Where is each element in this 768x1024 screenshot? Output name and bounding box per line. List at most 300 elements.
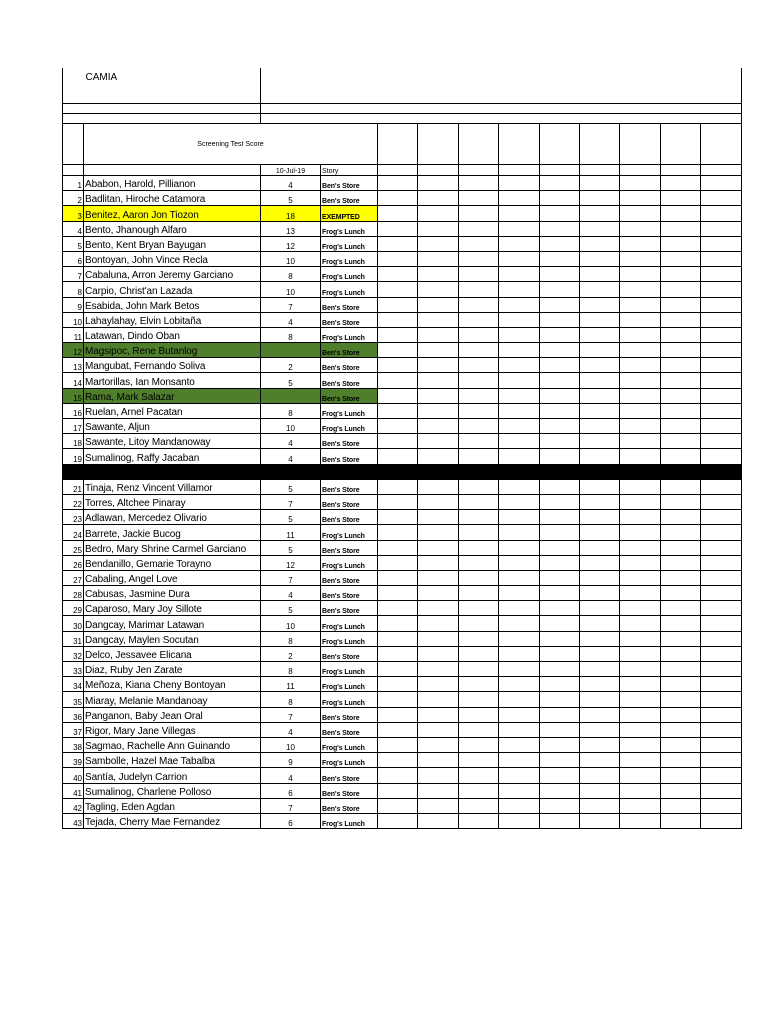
empty-cell xyxy=(620,373,660,388)
empty-cell xyxy=(660,813,700,828)
empty-cell xyxy=(499,282,539,297)
empty-cell xyxy=(579,297,619,312)
empty-cell xyxy=(620,191,660,206)
separator-bar xyxy=(63,464,742,479)
student-row xyxy=(63,692,742,707)
empty-cell xyxy=(620,282,660,297)
student-row xyxy=(63,373,742,388)
empty-cell xyxy=(418,525,458,540)
student-name: Cabaluna, Arron Jeremy Garciano xyxy=(84,267,261,282)
student-row xyxy=(63,722,742,737)
student-row xyxy=(63,358,742,373)
empty-cell xyxy=(579,434,619,449)
empty-cell xyxy=(701,343,742,358)
row-number: 11 xyxy=(63,327,84,342)
date-header: 10-Jul-19 xyxy=(261,165,321,176)
empty-cell xyxy=(579,753,619,768)
empty-cell xyxy=(499,646,539,661)
empty-cell xyxy=(579,419,619,434)
empty-cell xyxy=(701,737,742,752)
row-number: 38 xyxy=(63,737,84,752)
empty-cell xyxy=(458,251,498,266)
student-row xyxy=(63,221,742,236)
empty-cell xyxy=(499,677,539,692)
empty-cell xyxy=(620,601,660,616)
empty-cell xyxy=(539,282,579,297)
empty-cell xyxy=(458,403,498,418)
test-score: 8 xyxy=(261,662,321,677)
empty-cell xyxy=(499,783,539,798)
student-name: Sumalinog, Raffy Jacaban xyxy=(84,449,261,464)
empty-cell xyxy=(378,176,418,191)
empty-cell xyxy=(660,555,700,570)
story-title: Frog's Lunch xyxy=(321,282,378,297)
empty-cell xyxy=(701,191,742,206)
empty-cell xyxy=(418,737,458,752)
empty-cell xyxy=(458,236,498,251)
story-title: Ben's Store xyxy=(321,646,378,661)
empty-cell xyxy=(539,206,579,221)
empty-cell xyxy=(539,343,579,358)
row-number: 41 xyxy=(63,783,84,798)
empty-cell xyxy=(620,206,660,221)
empty-cell xyxy=(660,662,700,677)
empty-cell xyxy=(418,419,458,434)
empty-cell xyxy=(579,555,619,570)
row-number: 4 xyxy=(63,221,84,236)
row-number: 12 xyxy=(63,343,84,358)
empty-cell xyxy=(620,176,660,191)
test-score: 8 xyxy=(261,692,321,707)
empty-cell xyxy=(378,251,418,266)
empty-cell xyxy=(458,570,498,585)
empty-cell xyxy=(418,449,458,464)
empty-cell xyxy=(579,176,619,191)
empty-cell xyxy=(579,251,619,266)
student-row xyxy=(63,343,742,358)
empty-cell xyxy=(539,236,579,251)
student-name: Rama, Mark Salazar xyxy=(84,388,261,403)
empty-cell xyxy=(418,662,458,677)
test-score xyxy=(261,388,321,403)
empty-cell xyxy=(539,662,579,677)
empty-cell xyxy=(701,798,742,813)
student-name: Santía, Judelyn Carrion xyxy=(84,768,261,783)
test-score: 4 xyxy=(261,434,321,449)
row-number: 13 xyxy=(63,358,84,373)
test-score: 6 xyxy=(261,813,321,828)
row-number: 30 xyxy=(63,616,84,631)
empty-cell xyxy=(418,358,458,373)
row-number: 27 xyxy=(63,570,84,585)
empty-cell xyxy=(620,677,660,692)
empty-cell xyxy=(539,586,579,601)
empty-cell xyxy=(458,449,498,464)
empty-cell xyxy=(579,373,619,388)
empty-cell xyxy=(418,191,458,206)
student-row xyxy=(63,312,742,327)
empty-cell xyxy=(701,282,742,297)
student-name: Ababon, Harold, Pillianon xyxy=(84,176,261,191)
empty-cell xyxy=(499,312,539,327)
empty-cell xyxy=(539,601,579,616)
student-name: Esabida, John Mark Betos xyxy=(84,297,261,312)
empty-cell xyxy=(579,449,619,464)
empty-cell xyxy=(499,570,539,585)
empty-cell xyxy=(660,373,700,388)
empty-cell xyxy=(579,403,619,418)
empty-cell xyxy=(701,449,742,464)
empty-cell xyxy=(539,388,579,403)
empty-cell xyxy=(378,343,418,358)
empty-cell xyxy=(701,631,742,646)
empty-cell xyxy=(620,753,660,768)
empty-cell xyxy=(499,221,539,236)
empty-cell xyxy=(701,601,742,616)
empty-cell xyxy=(418,616,458,631)
empty-cell xyxy=(378,555,418,570)
empty-cell xyxy=(458,555,498,570)
empty-cell xyxy=(499,768,539,783)
empty-cell xyxy=(378,540,418,555)
test-score: 8 xyxy=(261,327,321,342)
student-name: Bedro, Mary Shrine Carmel Garciano xyxy=(84,540,261,555)
empty-cell xyxy=(660,586,700,601)
empty-cell xyxy=(660,206,700,221)
empty-cell xyxy=(579,479,619,494)
empty-cell xyxy=(378,449,418,464)
empty-cell xyxy=(539,722,579,737)
empty-cell xyxy=(499,176,539,191)
empty-cell xyxy=(620,540,660,555)
empty-cell xyxy=(660,312,700,327)
empty-cell xyxy=(539,540,579,555)
empty-cell xyxy=(579,692,619,707)
story-title: Frog's Lunch xyxy=(321,221,378,236)
empty-cell xyxy=(579,586,619,601)
empty-cell xyxy=(458,601,498,616)
empty-cell xyxy=(539,768,579,783)
empty-cell xyxy=(660,479,700,494)
empty-cell xyxy=(458,525,498,540)
empty-cell xyxy=(418,540,458,555)
story-title: Ben's Store xyxy=(321,510,378,525)
student-name: Tagling, Eden Agdan xyxy=(84,798,261,813)
empty-cell xyxy=(539,510,579,525)
story-title: Frog's Lunch xyxy=(321,251,378,266)
empty-cell xyxy=(620,646,660,661)
student-row xyxy=(63,783,742,798)
empty-cell xyxy=(701,358,742,373)
empty-cell xyxy=(499,206,539,221)
row-number: 7 xyxy=(63,267,84,282)
empty-cell xyxy=(620,692,660,707)
empty-cell xyxy=(539,373,579,388)
row-number: 25 xyxy=(63,540,84,555)
empty-cell xyxy=(701,297,742,312)
student-name: Bento, Kent Bryan Bayugan xyxy=(84,236,261,251)
empty-cell xyxy=(539,358,579,373)
empty-cell xyxy=(539,737,579,752)
empty-cell xyxy=(458,494,498,509)
empty-cell xyxy=(701,327,742,342)
student-row xyxy=(63,206,742,221)
empty-cell xyxy=(458,312,498,327)
empty-cell xyxy=(701,570,742,585)
story-title: Frog's Lunch xyxy=(321,737,378,752)
empty-cell xyxy=(579,525,619,540)
test-score: 2 xyxy=(261,646,321,661)
empty-cell xyxy=(660,343,700,358)
student-row xyxy=(63,388,742,403)
test-score: 5 xyxy=(261,191,321,206)
test-score: 4 xyxy=(261,722,321,737)
empty-cell xyxy=(701,251,742,266)
empty-cell xyxy=(378,601,418,616)
story-title: Ben's Store xyxy=(321,373,378,388)
empty-cell xyxy=(458,434,498,449)
empty-cell xyxy=(499,236,539,251)
student-name: Sawante, Aljun xyxy=(84,419,261,434)
student-row xyxy=(63,646,742,661)
empty-cell xyxy=(701,768,742,783)
empty-cell xyxy=(539,616,579,631)
empty-cell xyxy=(539,494,579,509)
empty-cell xyxy=(458,662,498,677)
empty-cell xyxy=(701,813,742,828)
empty-cell xyxy=(378,312,418,327)
empty-cell xyxy=(579,388,619,403)
story-title: Ben's Store xyxy=(321,494,378,509)
empty-cell xyxy=(458,282,498,297)
empty-cell xyxy=(539,570,579,585)
empty-cell xyxy=(418,236,458,251)
empty-cell xyxy=(418,206,458,221)
title-row xyxy=(63,68,742,104)
story-title: Ben's Store xyxy=(321,586,378,601)
row-number: 6 xyxy=(63,251,84,266)
student-name: Tejada, Cherry Mae Fernandez xyxy=(84,813,261,828)
empty-cell xyxy=(579,601,619,616)
empty-cell xyxy=(458,373,498,388)
test-score: 7 xyxy=(261,707,321,722)
student-name: Dangcay, Maylen Socutan xyxy=(84,631,261,646)
story-title: Ben's Store xyxy=(321,191,378,206)
empty-cell xyxy=(418,388,458,403)
empty-cell xyxy=(418,722,458,737)
empty-cell xyxy=(579,813,619,828)
empty-cell xyxy=(458,206,498,221)
student-name: Adlawan, Mercedez Olivario xyxy=(84,510,261,525)
empty-cell xyxy=(660,191,700,206)
story-title: Ben's Store xyxy=(321,312,378,327)
test-score: 7 xyxy=(261,798,321,813)
story-title: Ben's Store xyxy=(321,570,378,585)
test-score: 4 xyxy=(261,176,321,191)
empty-cell xyxy=(418,510,458,525)
empty-cell xyxy=(620,479,660,494)
student-row xyxy=(63,403,742,418)
row-number: 26 xyxy=(63,555,84,570)
empty-cell xyxy=(378,297,418,312)
empty-cell xyxy=(499,722,539,737)
row-number: 14 xyxy=(63,373,84,388)
empty-cell xyxy=(418,282,458,297)
student-row xyxy=(63,662,742,677)
empty-cell xyxy=(418,267,458,282)
story-title: Frog's Lunch xyxy=(321,419,378,434)
student-row xyxy=(63,282,742,297)
row-number: 1 xyxy=(63,176,84,191)
test-score: 4 xyxy=(261,449,321,464)
empty-cell xyxy=(378,737,418,752)
empty-cell xyxy=(499,434,539,449)
empty-cell xyxy=(620,419,660,434)
story-title: Ben's Store xyxy=(321,449,378,464)
story-title: Ben's Store xyxy=(321,388,378,403)
empty-cell xyxy=(378,616,418,631)
empty-cell xyxy=(418,707,458,722)
empty-cell xyxy=(620,358,660,373)
story-title: Ben's Store xyxy=(321,343,378,358)
student-row xyxy=(63,434,742,449)
empty-cell xyxy=(499,707,539,722)
empty-cell xyxy=(458,753,498,768)
empty-cell xyxy=(660,327,700,342)
empty-cell xyxy=(579,616,619,631)
empty-cell xyxy=(579,570,619,585)
empty-cell xyxy=(539,631,579,646)
test-score: 7 xyxy=(261,297,321,312)
test-score: 11 xyxy=(261,677,321,692)
student-row xyxy=(63,586,742,601)
test-score: 8 xyxy=(261,631,321,646)
row-number: 16 xyxy=(63,403,84,418)
test-score: 7 xyxy=(261,570,321,585)
row-number: 21 xyxy=(63,479,84,494)
empty-cell xyxy=(660,403,700,418)
test-score: 7 xyxy=(261,494,321,509)
story-title: Frog's Lunch xyxy=(321,692,378,707)
empty-cell xyxy=(701,373,742,388)
empty-cell xyxy=(378,783,418,798)
empty-cell xyxy=(499,449,539,464)
student-name: Sumalinog, Charlene Polloso xyxy=(84,783,261,798)
empty-cell xyxy=(499,494,539,509)
empty-cell xyxy=(418,555,458,570)
student-row xyxy=(63,236,742,251)
row-number: 9 xyxy=(63,297,84,312)
empty-cell xyxy=(458,722,498,737)
story-title: Ben's Store xyxy=(321,722,378,737)
empty-cell xyxy=(701,434,742,449)
row-number: 43 xyxy=(63,813,84,828)
student-row xyxy=(63,525,742,540)
separator-row xyxy=(63,464,742,479)
row-number: 19 xyxy=(63,449,84,464)
empty-cell xyxy=(660,646,700,661)
empty-cell xyxy=(378,267,418,282)
story-title: Ben's Store xyxy=(321,176,378,191)
empty-cell xyxy=(579,267,619,282)
student-row xyxy=(63,540,742,555)
empty-cell xyxy=(378,236,418,251)
story-title: Ben's Store xyxy=(321,540,378,555)
test-score: 5 xyxy=(261,373,321,388)
empty-cell xyxy=(458,343,498,358)
empty-cell xyxy=(701,479,742,494)
test-score: 10 xyxy=(261,419,321,434)
student-name: Delco, Jessavee Elicana xyxy=(84,646,261,661)
empty-cell xyxy=(499,586,539,601)
student-name: Diaz, Ruby Jen Zarate xyxy=(84,662,261,677)
empty-cell xyxy=(378,191,418,206)
row-number: 24 xyxy=(63,525,84,540)
empty-cell xyxy=(499,327,539,342)
empty-cell xyxy=(701,312,742,327)
empty-cell xyxy=(418,434,458,449)
empty-cell xyxy=(579,494,619,509)
student-row xyxy=(63,191,742,206)
empty-cell xyxy=(378,722,418,737)
row-number: 3 xyxy=(63,206,84,221)
empty-cell xyxy=(620,251,660,266)
student-row xyxy=(63,753,742,768)
empty-cell xyxy=(701,616,742,631)
test-score: 10 xyxy=(261,282,321,297)
student-row xyxy=(63,494,742,509)
student-row xyxy=(63,601,742,616)
empty-cell xyxy=(499,616,539,631)
empty-cell xyxy=(579,677,619,692)
story-title: Ben's Store xyxy=(321,479,378,494)
empty-cell xyxy=(579,783,619,798)
student-name: Caparoso, Mary Joy Sillote xyxy=(84,601,261,616)
empty-cell xyxy=(620,798,660,813)
empty-cell xyxy=(660,267,700,282)
test-score: 5 xyxy=(261,540,321,555)
student-row xyxy=(63,449,742,464)
empty-cell xyxy=(660,631,700,646)
test-score: 5 xyxy=(261,601,321,616)
student-row xyxy=(63,768,742,783)
empty-cell xyxy=(620,586,660,601)
empty-cell xyxy=(660,616,700,631)
empty-cell xyxy=(499,373,539,388)
story-title: Frog's Lunch xyxy=(321,662,378,677)
row-number: 36 xyxy=(63,707,84,722)
empty-cell xyxy=(378,768,418,783)
row-number: 40 xyxy=(63,768,84,783)
student-name: Bento, Jhanough Alfaro xyxy=(84,221,261,236)
empty-cell xyxy=(620,388,660,403)
story-title: Frog's Lunch xyxy=(321,753,378,768)
empty-cell xyxy=(539,783,579,798)
empty-cell xyxy=(701,555,742,570)
empty-cell xyxy=(418,327,458,342)
row-number: 8 xyxy=(63,282,84,297)
student-row xyxy=(63,510,742,525)
student-row xyxy=(63,479,742,494)
row-number: 23 xyxy=(63,510,84,525)
empty-cell xyxy=(539,555,579,570)
empty-cell xyxy=(579,343,619,358)
empty-cell xyxy=(620,434,660,449)
date-row xyxy=(63,165,742,176)
test-score: 10 xyxy=(261,251,321,266)
empty-cell xyxy=(378,677,418,692)
empty-cell xyxy=(418,373,458,388)
